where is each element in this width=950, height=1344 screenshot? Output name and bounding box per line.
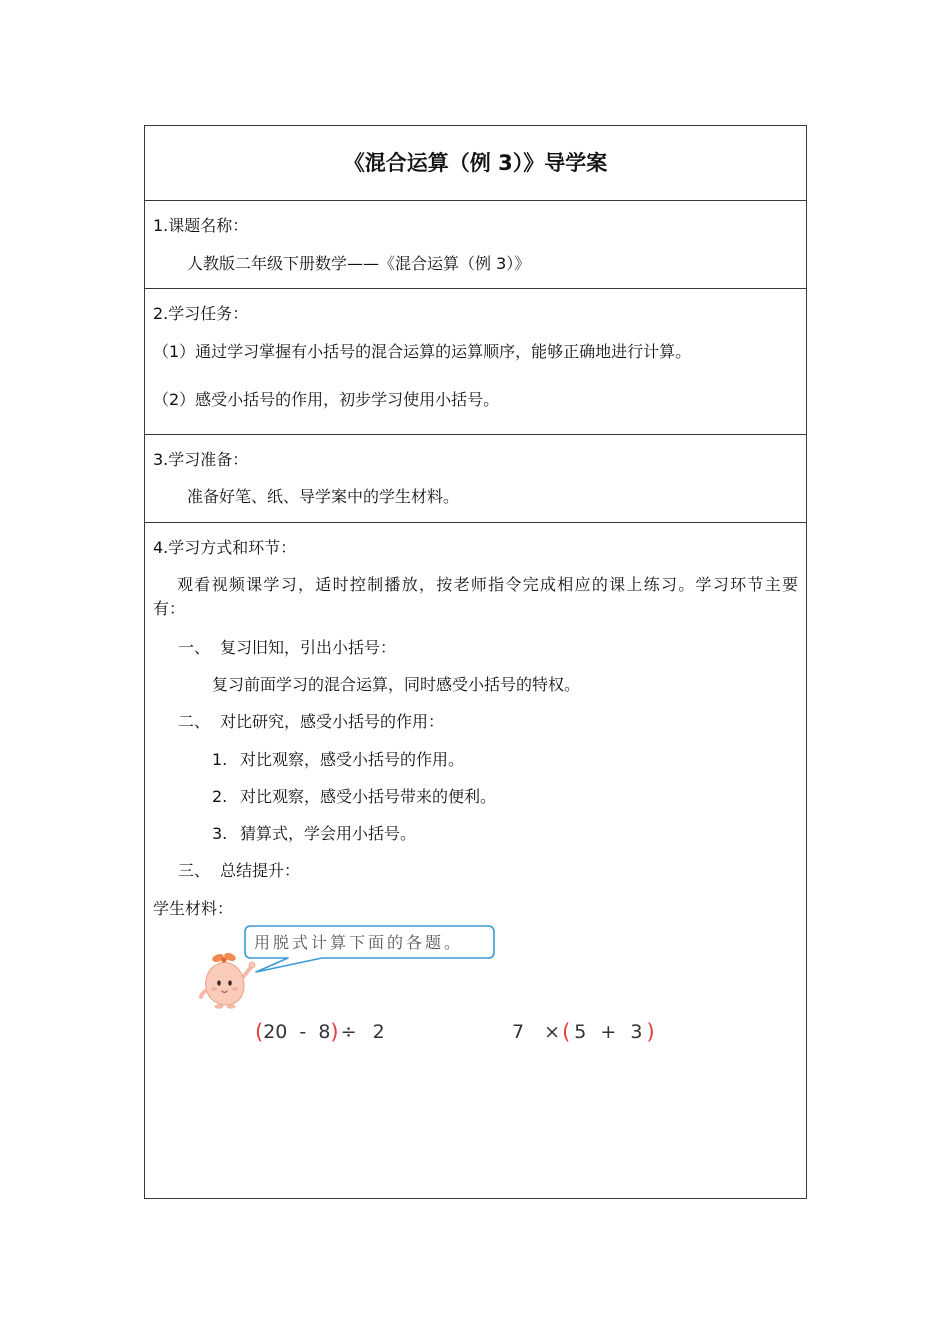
expr2-inner: 5 + 3 bbox=[574, 1021, 643, 1043]
section3-content: 准备好笔、纸、导学案中的学生材料。 bbox=[187, 487, 460, 506]
peach-mascot-icon bbox=[198, 946, 260, 1010]
row-divider bbox=[144, 434, 807, 435]
section4-intro-line1: 观看视频课学习，适时控制播放，按老师指令完成相应的课上练习。学习环节主要 bbox=[177, 575, 798, 594]
section1-heading: 1.课题名称： bbox=[153, 216, 249, 235]
task-item: （1）通过学习掌握有小括号的混合运算的运算顺序，能够正确地进行计算。 bbox=[153, 342, 692, 361]
expr1-rest: ÷ 2 bbox=[340, 1021, 385, 1043]
row-divider bbox=[144, 200, 807, 201]
sub-item-text: 猜算式，学会用小括号。 bbox=[240, 824, 417, 843]
expression-2 bbox=[512, 1019, 655, 1045]
step-label: 复习旧知，引出小括号： bbox=[220, 638, 397, 657]
bubble-instruction: 用脱式计算下面的各题。 bbox=[254, 933, 464, 952]
expr1-open-paren: ( bbox=[255, 1020, 264, 1044]
expr1-inner: 20 - 8 bbox=[263, 1021, 331, 1043]
step-marker: 三、 bbox=[178, 861, 211, 880]
section3-heading: 3.学习准备： bbox=[153, 450, 249, 469]
task-item: （2）感受小括号的作用，初步学习使用小括号。 bbox=[153, 390, 500, 409]
step-label: 总结提升： bbox=[220, 861, 301, 880]
section4-heading: 4.学习方式和环节： bbox=[153, 538, 297, 557]
section2-heading: 2.学习任务： bbox=[153, 304, 249, 323]
row-divider bbox=[144, 288, 807, 289]
expr2-open-paren: ( bbox=[562, 1020, 571, 1044]
expr1-close-paren: ) bbox=[330, 1020, 339, 1044]
materials-heading: 学生材料： bbox=[153, 899, 234, 918]
expr2-lead: 7 × bbox=[512, 1021, 561, 1043]
step-label: 对比研究，感受小括号的作用： bbox=[220, 712, 445, 731]
sub-item-text: 对比观察，感受小括号的作用。 bbox=[240, 750, 465, 769]
sub-item-number: 3. bbox=[212, 824, 228, 843]
sub-item-text: 对比观察，感受小括号带来的便利。 bbox=[240, 787, 497, 806]
expression-1 bbox=[255, 1019, 385, 1045]
step-marker: 二、 bbox=[178, 712, 211, 731]
step-marker: 一、 bbox=[178, 638, 211, 657]
row-divider bbox=[144, 522, 807, 523]
sub-item-number: 2. bbox=[212, 787, 228, 806]
document-title: 《混合运算（例 3）》导学案 bbox=[343, 151, 608, 175]
expr2-close-paren: ) bbox=[646, 1020, 655, 1044]
document-table bbox=[144, 125, 807, 1199]
section1-content: 人教版二年级下册数学——《混合运算（例 3）》 bbox=[187, 254, 531, 273]
step-detail: 复习前面学习的混合运算，同时感受小括号的特权。 bbox=[212, 675, 581, 694]
section4-intro-line2: 有： bbox=[153, 599, 186, 618]
sub-item-number: 1. bbox=[212, 750, 228, 769]
